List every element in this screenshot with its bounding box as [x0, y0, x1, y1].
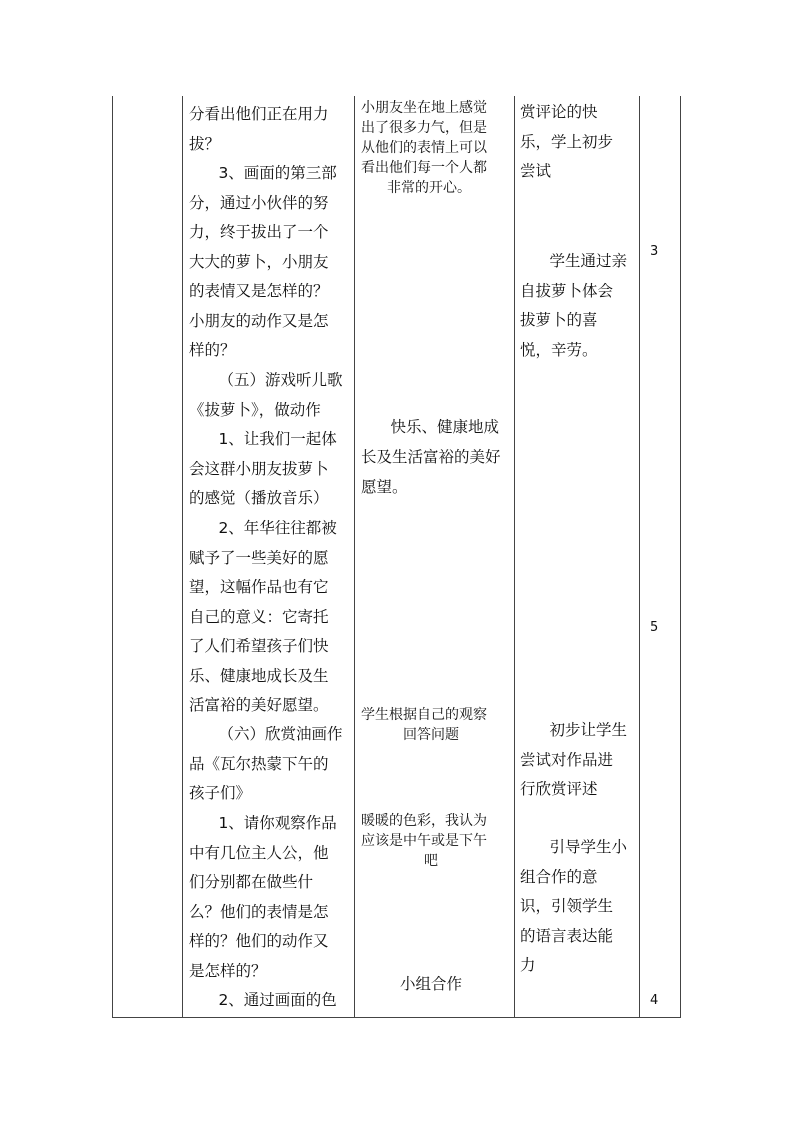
student-line: 非常的开心。 — [387, 180, 471, 196]
teacher-line: 1、请你观察作品 — [218, 814, 337, 832]
teacher-line: 小朋友的动作又是怎 — [189, 311, 329, 330]
teacher-line: 孩子们》 — [189, 784, 252, 802]
column-divider-4 — [639, 96, 640, 1018]
teacher-block-2 — [189, 159, 349, 366]
intent-line: 引导学生小 — [549, 838, 627, 856]
teacher-line: 分，通过小伙伴的努 — [189, 193, 329, 212]
teacher-line: 会这群小朋友拔萝卜 — [189, 459, 329, 478]
teacher-line: 了人们希望孩子们快 — [189, 637, 329, 655]
teacher-line: 1、让我们一起体 — [218, 430, 337, 448]
student-block-5 — [361, 974, 509, 994]
teacher-line: 2、年华往往都被 — [218, 519, 337, 537]
column-divider-3 — [514, 96, 515, 1018]
teacher-line: 力，终于拔出了一个 — [189, 223, 329, 241]
teacher-line: 样的？他们的动作又 — [189, 932, 329, 950]
student-line: 吧 — [424, 853, 438, 869]
intent-line: 乐，学上初步 — [520, 132, 614, 151]
intent-block-3 — [520, 716, 638, 805]
section-heading: （五）游戏听儿歌 — [218, 371, 343, 389]
teacher-line: 2、通过画面的色 — [218, 991, 337, 1009]
lesson-plan-table — [112, 96, 681, 1018]
intent-line: 行欣赏评述 — [520, 780, 598, 798]
column-divider-2 — [354, 96, 355, 1018]
time-value: 3 — [650, 244, 659, 259]
section-heading: （六）欣赏油画作 — [218, 725, 343, 743]
intent-line: 尝试 — [520, 162, 552, 180]
student-line: 应该是中午或是下午 — [361, 833, 487, 849]
intent-line: 尝试对作品进 — [520, 750, 614, 769]
teacher-line: 的表情又是怎样的？ — [189, 282, 329, 300]
teacher-line: 望，这幅作品也有它 — [189, 578, 329, 596]
teacher-line: 样的？ — [189, 341, 236, 359]
intent-line: 学生通过亲 — [549, 252, 627, 270]
intent-line: 力 — [520, 956, 536, 974]
teacher-section-5 — [189, 366, 349, 425]
table-border-left — [112, 96, 113, 1018]
teacher-line: 自己的意义：它寄托 — [189, 607, 329, 626]
student-line: 回答问题 — [403, 727, 459, 743]
intent-line: 的语言表达能 — [520, 926, 614, 945]
teacher-block-8 — [189, 986, 349, 1016]
teacher-section-6 — [189, 720, 349, 809]
student-line: 长及生活富裕的美好 — [361, 448, 501, 466]
student-line: 愿望。 — [361, 478, 408, 496]
teacher-block-4 — [189, 425, 349, 514]
student-line: 从他们的表情上可以 — [361, 140, 487, 156]
teacher-activity-column — [189, 96, 350, 1018]
teacher-line: 赋予了一些美好的愿 — [189, 548, 329, 567]
intent-line: 自拔萝卜体会 — [520, 281, 614, 300]
teacher-line: 的感觉（播放音乐） — [189, 489, 329, 507]
intent-block-2 — [520, 247, 638, 365]
student-line: 学生根据自己的观察 — [361, 707, 487, 723]
teacher-line: 中有几位主人公，他 — [189, 843, 329, 862]
teacher-line: 拔？ — [189, 134, 221, 153]
teacher-line: 是怎样的？ — [189, 961, 267, 980]
teacher-line: 么？他们的表情是怎 — [189, 902, 329, 921]
student-block-1 — [361, 98, 509, 198]
teacher-line: 《拔萝卜》，做动作 — [189, 400, 321, 419]
student-line: 小组合作 — [399, 975, 462, 993]
intent-line: 拔萝卜的喜 — [520, 311, 598, 329]
teacher-line: 分看出他们正在用力 — [189, 105, 329, 123]
teacher-line: 活富裕的美好愿望。 — [189, 696, 329, 714]
time-value: 5 — [650, 620, 659, 635]
teacher-line: 乐、健康地成长及生 — [189, 666, 329, 685]
teacher-line: 们分别都在做些什 — [189, 873, 314, 891]
teacher-block-1 — [189, 100, 349, 159]
student-block-4 — [361, 811, 509, 871]
intent-line: 组合作的意 — [520, 867, 598, 886]
teacher-block-5 — [189, 514, 349, 721]
intent-line: 悦，辛劳。 — [520, 340, 598, 359]
column-divider-1 — [182, 96, 183, 1018]
intent-line: 赏评论的快 — [520, 103, 598, 121]
student-line: 快乐、健康地成 — [390, 418, 499, 436]
time-column — [642, 96, 680, 1018]
intent-line: 识，引领学生 — [520, 897, 614, 915]
intent-line: 初步让学生 — [549, 721, 627, 739]
table-border-right — [680, 96, 681, 1018]
teacher-block-7 — [189, 809, 349, 986]
student-line: 暖暖的色彩，我认为 — [361, 813, 487, 829]
teacher-line: 3、画面的第三部 — [218, 164, 337, 182]
student-line: 看出他们每一个人都 — [361, 160, 487, 176]
student-line: 小朋友坐在地上感觉 — [361, 100, 487, 116]
teacher-line: 大大的萝卜，小朋友 — [189, 252, 329, 271]
design-intent-column — [518, 96, 638, 1018]
intent-block-4 — [520, 833, 638, 981]
student-activity-column — [357, 96, 509, 1018]
student-block-2 — [361, 412, 509, 502]
student-block-3 — [361, 705, 509, 745]
intent-block-1 — [520, 98, 638, 187]
teacher-line: 品《瓦尔热蒙下午的 — [189, 754, 329, 773]
student-line: 出了很多力气，但是 — [361, 120, 487, 136]
time-value: 4 — [650, 993, 659, 1008]
